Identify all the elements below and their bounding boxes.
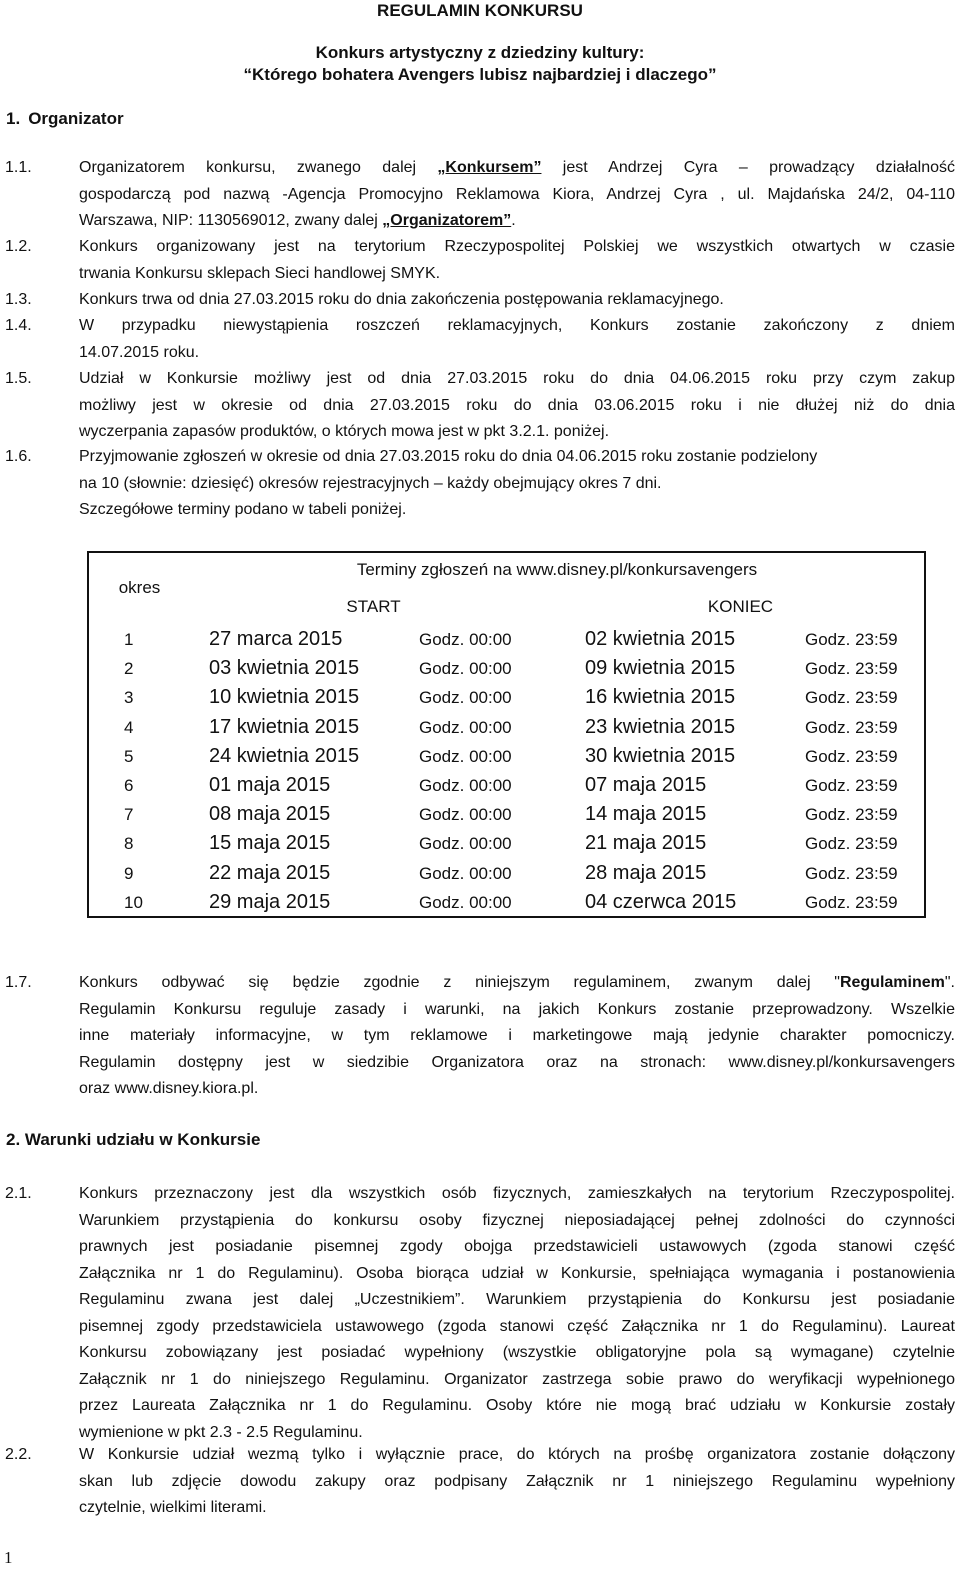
start-time: Godz. 00:00 — [419, 834, 512, 854]
section-2-heading — [6, 1129, 260, 1151]
start-time: Godz. 00:00 — [419, 688, 512, 708]
start-date: 27 marca 2015 — [209, 628, 343, 650]
end-time: Godz. 23:59 — [805, 659, 898, 679]
period-number: 4 — [124, 717, 134, 737]
start-date: 17 kwietnia 2015 — [209, 715, 360, 738]
table-row — [89, 683, 924, 712]
period-number: 5 — [124, 746, 134, 766]
paragraph-line: Konkurs organizowany jest na terytorium Rzeczypospolitej Polskiej we wszystkich otwartych w czasie — [79, 238, 955, 255]
end-date: 14 maja 2015 — [585, 803, 707, 826]
contest-question: “Którego bohatera Avengers lubisz najbardziej i dlaczego” — [243, 65, 717, 84]
paragraph-line: trwania Konkursu sklepach Sieci handlowej SMYK. — [79, 264, 441, 282]
start-date: 01 maja 2015 — [209, 773, 331, 796]
start-time: Godz. 00:00 — [419, 659, 512, 679]
paragraph-line: Udział w Konkursie możliwy jest od dnia 27.03.2015 roku do dnia 04.06.2015 roku przy czym zakup — [79, 370, 955, 387]
paragraph-1-2 — [5, 234, 955, 287]
page-number: 1 — [4, 1548, 13, 1567]
paragraph-line: Konkurs przeznaczony jest dla wszystkich osób fizycznych, zamieszkałych na terytorium Rzeczypospolitej. — [79, 1185, 955, 1202]
start-time: Godz. 00:00 — [419, 805, 512, 825]
paragraph-line: pisemnej zgody przedstawiciela ustawowego (zgoda stanowi część Załącznika nr 1 do Regulaminu). Laureat — [79, 1317, 955, 1335]
end-time: Godz. 23:59 — [805, 834, 898, 854]
end-date: 23 kwietnia 2015 — [585, 715, 736, 738]
paragraph-line: Szczegółowe terminy podano w tabeli poniżej. — [79, 501, 407, 518]
start-date: 15 maja 2015 — [209, 832, 331, 855]
contest-subtitle: Konkurs artystyczny z dziedziny kultury: — [315, 43, 645, 62]
table-row — [89, 800, 924, 829]
period-number: 7 — [124, 805, 134, 825]
section-title: Organizator — [28, 109, 124, 128]
paragraph-line: wymienione w pkt 2.3 - 2.5 Regulaminu. — [79, 1423, 363, 1441]
start-date: 08 maja 2015 — [209, 803, 331, 826]
paragraph-line: Załącznika nr 1 do Regulaminu). Osoba biorąca udział w Konkursie, spełniająca wymagania i postanowienia — [79, 1264, 955, 1282]
paragraph-line: możliwy jest w okresie od dnia 27.03.2015 roku do dnia 03.06.2015 roku i nie dłużej niż do dnia — [79, 396, 955, 414]
paragraph-line: inne materiały informacyjne, w tym reklamowe i marketingowe mają jedynie charakter pomocniczy. — [79, 1027, 955, 1044]
registration-schedule-table — [87, 551, 926, 918]
end-date: 16 kwietnia 2015 — [585, 686, 736, 709]
end-date: 04 czerwca 2015 — [585, 890, 737, 913]
paragraph-line: gospodarczą pod nazwą -Agencja Promocyjno Reklamowa Kiora, Andrzej Cyra , ul. Majdańska 24/2, 04-110 — [79, 185, 955, 203]
period-number: 8 — [124, 834, 134, 854]
column-header-end: KONIEC — [707, 597, 774, 616]
start-date: 22 maja 2015 — [209, 861, 331, 884]
period-number: 1 — [124, 630, 134, 649]
paragraph-line: skan lub zdjęcie dowodu zakupy oraz podpisany Załącznik nr 1 niniejszego Regulaminu wypełniony — [79, 1472, 955, 1490]
paragraph-1-1 — [5, 155, 955, 235]
paragraph-line: W przypadku niewystąpienia roszczeń reklamacyjnych, Konkurs zostanie zakończony z dniem — [79, 317, 955, 334]
paragraph-line: Konkurs odbywać się będzie zgodnie z niniejszym regulaminem, zwanym dalej "Regulaminem". — [79, 974, 955, 991]
end-time: Godz. 23:59 — [805, 775, 898, 795]
end-date: 28 maja 2015 — [585, 861, 707, 884]
paragraph-line: prawnych jest posiadanie pisemnej zgody obojga przedstawicieli ustawowych (zgoda stanowi część — [79, 1238, 955, 1255]
paragraph-line: 14.07.2015 roku. — [79, 343, 200, 361]
section-number: 2. — [6, 1130, 21, 1149]
paragraph-number: 1.6. — [5, 448, 32, 465]
period-number: 2 — [124, 659, 134, 679]
end-date: 09 kwietnia 2015 — [585, 657, 736, 680]
start-time: Godz. 00:00 — [419, 863, 512, 883]
end-time: Godz. 23:59 — [805, 717, 898, 737]
paragraph-line: Regulamin dostępny jest w siedzibie Organizatora oraz na stronach: www.disney.pl/konkursavengers — [79, 1053, 955, 1071]
table-row — [89, 742, 924, 771]
column-header-terms: Terminy zgłoszeń na www.disney.pl/konkursavengers — [356, 560, 758, 579]
start-time: Godz. 00:00 — [419, 892, 512, 912]
end-date: 30 kwietnia 2015 — [585, 744, 736, 767]
column-header-start: START — [346, 597, 401, 616]
paragraph-line: Załącznik nr 1 do niniejszego Regulaminu. Organizator zastrzega sobie prawo do weryfikacji wypełnionego — [79, 1370, 955, 1388]
paragraph-number: 1.2. — [5, 238, 32, 255]
start-date: 03 kwietnia 2015 — [209, 657, 360, 680]
paragraph-1-5 — [5, 366, 955, 446]
end-date: 21 maja 2015 — [585, 832, 707, 855]
paragraph-2-2 — [5, 1442, 955, 1522]
section-number: 1. — [6, 109, 21, 128]
table-row — [89, 654, 924, 683]
section-1-heading — [6, 108, 132, 130]
paragraph-line: oraz www.disney.kiora.pl. — [79, 1080, 259, 1097]
section-title: Warunki udziału w Konkursie — [24, 1130, 261, 1149]
paragraph-1-3 — [5, 287, 955, 314]
paragraph-number: 1.7. — [5, 974, 32, 991]
paragraph-2-1 — [5, 1181, 955, 1446]
paragraph-1-4 — [5, 313, 955, 366]
paragraph-number: 1.3. — [5, 291, 32, 308]
end-time: Godz. 23:59 — [805, 863, 898, 883]
table-row — [89, 859, 924, 888]
end-date: 02 kwietnia 2015 — [585, 628, 736, 650]
end-time: Godz. 23:59 — [805, 805, 898, 825]
paragraph-1-7 — [5, 970, 955, 1103]
paragraph-line: Warunkiem przystąpienia do konkursu osoby fizycznej nieposiadającej pełnej zdolności do czynności — [79, 1211, 955, 1229]
column-header-period: okres — [118, 578, 161, 597]
end-date: 07 maja 2015 — [585, 773, 707, 796]
paragraph-line: na 10 (słownie: dziesięć) okresów rejestracyjnych – każdy obejmujący okres 7 dni. — [79, 474, 662, 492]
paragraph-line: Warszawa, NIP: 1130569012, zwany dalej „Organizatorem”. — [79, 212, 516, 229]
document-title: REGULAMIN KONKURSU — [377, 1, 583, 20]
start-time: Godz. 00:00 — [419, 630, 512, 649]
paragraph-line: W Konkursie udział wezmą tylko i wyłącznie prace, do których na prośbę organizatora zostanie dołączony — [79, 1446, 955, 1463]
paragraph-line: wyczerpania zapasów produktów, o których mowa jest w pkt 3.2.1. poniżej. — [79, 423, 610, 440]
paragraph-line: Regulaminu zwana jest dalej „Uczestnikiem”. Warunkiem przystąpienia do Konkursu jest posiadanie — [79, 1291, 955, 1308]
period-number: 6 — [124, 775, 134, 795]
paragraph-line: Konkursu zobowiązany jest posiadać wypełniony (wszystkie obligatoryjne pola są wymagane) czytelnie — [79, 1344, 955, 1361]
period-number: 3 — [124, 688, 134, 708]
table-row — [89, 888, 924, 917]
table-row — [89, 829, 924, 858]
start-time: Godz. 00:00 — [419, 775, 512, 795]
paragraph-1-6 — [5, 444, 955, 524]
paragraph-line: przez Laureata Załącznika nr 1 do Regulaminu. Osoby które nie mogą brać udziału w Konkursie zostały — [79, 1397, 955, 1414]
table-row — [89, 713, 924, 742]
paragraph-number: 1.5. — [5, 370, 32, 387]
paragraph-line: Regulamin Konkursu reguluje zasady i warunki, na jakich Konkurs zostanie przeprowadzony. Wszelkie — [79, 1000, 955, 1018]
end-time: Godz. 23:59 — [805, 688, 898, 708]
period-number: 9 — [124, 863, 134, 883]
paragraph-number: 2.2. — [5, 1446, 32, 1463]
table-row — [89, 625, 924, 654]
start-time: Godz. 00:00 — [419, 746, 512, 766]
paragraph-number: 1.1. — [5, 159, 32, 176]
start-time: Godz. 00:00 — [419, 717, 512, 737]
start-date: 10 kwietnia 2015 — [209, 686, 360, 709]
start-date: 24 kwietnia 2015 — [209, 744, 360, 767]
paragraph-line: Konkurs trwa od dnia 27.03.2015 roku do dnia zakończenia postępowania reklamacyjnego. — [79, 291, 724, 308]
period-number: 10 — [124, 892, 143, 912]
start-date: 29 maja 2015 — [209, 890, 331, 913]
end-time: Godz. 23:59 — [805, 630, 898, 649]
end-time: Godz. 23:59 — [805, 892, 898, 912]
paragraph-line: Organizatorem konkursu, zwanego dalej „Konkursem” jest Andrzej Cyra – prowadzący działalność — [79, 159, 955, 176]
schedule-rows — [89, 625, 924, 917]
paragraph-number: 1.4. — [5, 317, 32, 334]
paragraph-line: Przyjmowanie zgłoszeń w okresie od dnia 27.03.2015 roku do dnia 04.06.2015 roku zostanie podzielony — [79, 448, 818, 465]
paragraph-line: czytelnie, wielkimi literami. — [79, 1499, 267, 1516]
end-time: Godz. 23:59 — [805, 746, 898, 766]
table-row — [89, 771, 924, 800]
paragraph-number: 2.1. — [5, 1185, 32, 1202]
